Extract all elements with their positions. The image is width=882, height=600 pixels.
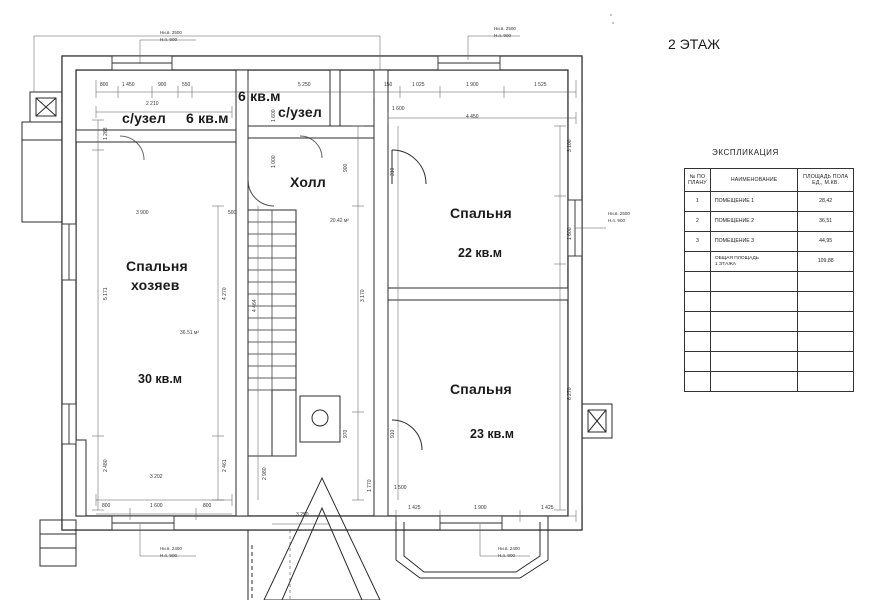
dim-h-0: 800 xyxy=(100,82,109,88)
room-label-hall: Холл xyxy=(290,174,326,190)
note-0: Ни.в. 2500 xyxy=(160,30,182,35)
dim-h-9: 150 xyxy=(384,82,393,88)
dim-v-1: 1 000 xyxy=(271,155,277,168)
room-area-bedroom-top: 22 кв.м xyxy=(458,246,503,260)
dim-v-16: 970 xyxy=(343,429,349,438)
dim-v-13: 2 461 xyxy=(222,459,228,472)
table-header-row xyxy=(685,169,854,192)
total-area: 109,88 xyxy=(798,252,854,272)
table-row-empty xyxy=(685,352,854,372)
speck-mark xyxy=(612,22,614,24)
dim-v-10: 4 464 xyxy=(252,299,258,312)
row-area: 28,42 xyxy=(798,192,854,212)
dim-h-15: 800 xyxy=(102,503,111,509)
table-row xyxy=(685,232,854,252)
room-label-wc-2: с/узел xyxy=(278,104,322,120)
dim-v-9: 4 270 xyxy=(222,287,228,300)
table-row-empty xyxy=(685,292,854,312)
dim-v-15: 1 770 xyxy=(367,479,373,492)
dim-v-3: 900 xyxy=(343,163,349,172)
col-head-name: НАИМЕНОВАНИЕ xyxy=(710,169,797,192)
dim-v-8: 5 171 xyxy=(103,287,109,300)
room-area-master: 30 кв.м xyxy=(138,372,183,386)
row-name: ПОМЕЩЕНИЕ 3 xyxy=(710,232,797,252)
total-number xyxy=(685,252,711,272)
dim-h-13: 500 xyxy=(228,210,237,216)
dim-h-16: 1 600 xyxy=(150,503,163,509)
total-label-line1: ОБЩАЯ ПЛОЩАДЬ xyxy=(714,255,759,261)
dim-h-3: 550 xyxy=(182,82,191,88)
dim-h-19: 1 425 xyxy=(408,505,421,511)
dim-h-21: 1 425 xyxy=(541,505,554,511)
dim-v-2: 1 600 xyxy=(271,109,277,122)
dim-v-12: 2 480 xyxy=(103,459,109,472)
room-label-master-line1: Спальня xyxy=(126,258,188,274)
dim-h-22: 1 500 xyxy=(394,485,407,491)
dim-h-1: 1 450 xyxy=(122,82,135,88)
note-8: Ни.в. 2400 xyxy=(498,546,520,551)
dim-v-5: 3 100 xyxy=(567,139,573,152)
floor-title: 2 ЭТАЖ xyxy=(668,36,721,52)
row-area: 36,51 xyxy=(798,212,854,232)
table-row xyxy=(685,212,854,232)
dim-h-14: 3 202 xyxy=(150,474,163,480)
table-row-empty xyxy=(685,332,854,352)
row-number: 2 xyxy=(685,212,711,232)
room-area-wc-1: 6 кв.м xyxy=(186,110,229,126)
note-7: Н.п. 900 xyxy=(160,553,177,558)
note-5: Н.п. 900 xyxy=(608,218,625,223)
room-label-wc-1: с/узел xyxy=(122,110,166,126)
dim-h-7: 1 900 xyxy=(466,82,479,88)
explication-title: ЭКСПЛИКАЦИЯ xyxy=(712,148,779,157)
table-row-empty xyxy=(685,312,854,332)
row-area: 44,95 xyxy=(798,232,854,252)
room-label-master-line2: хозяев xyxy=(131,277,180,293)
col-head-area-line1: ПЛОЩАДЬ ПОЛА xyxy=(803,173,849,180)
dim-v-14: 2 980 xyxy=(262,467,268,480)
speck-mark xyxy=(610,14,612,16)
dim-h-20: 1 900 xyxy=(474,505,487,511)
row-name: ПОМЕЩЕНИЕ 1 xyxy=(710,192,797,212)
note-6: Ни.в. 2400 xyxy=(160,546,182,551)
dim-v-6: 1 600 xyxy=(567,227,573,240)
table-row-empty xyxy=(685,272,854,292)
room-label-bedroom-bottom: Спальня xyxy=(450,381,512,397)
note-2: Ни.в. 2500 xyxy=(494,26,516,31)
dim-h-2: 900 xyxy=(158,82,167,88)
dim-h-12: 3 900 xyxy=(136,210,149,216)
dim-h-10: 1 600 xyxy=(392,106,405,112)
room-area-wc-2: 6 кв.м xyxy=(238,88,281,104)
dim-v-17: 910 xyxy=(390,429,396,438)
row-name: ПОМЕЩЕНИЕ 2 xyxy=(710,212,797,232)
dim-v-4: 310 xyxy=(390,167,396,176)
table-row xyxy=(685,192,854,212)
room-area-bedroom-bottom: 23 кв.м xyxy=(470,427,515,441)
dim-h-8: 1 525 xyxy=(534,82,547,88)
total-label-line2: 1 ЭТАЖА xyxy=(714,261,736,267)
room-label-bedroom-top: Спальня xyxy=(450,205,512,221)
note-3: Н.п. 900 xyxy=(494,33,511,38)
dim-h-6: 1 025 xyxy=(412,82,425,88)
dim-h-17: 800 xyxy=(203,503,212,509)
note-1: Н.п. 900 xyxy=(160,37,177,42)
table-row-empty xyxy=(685,372,854,392)
dim-h-11: 4 450 xyxy=(466,114,479,120)
dim-h-18: 3 250 xyxy=(296,512,309,518)
dim-v-7: 6 270 xyxy=(567,387,573,400)
dim-h-5: 5 250 xyxy=(298,82,311,88)
total-label xyxy=(710,252,797,272)
col-head-number-line2: ПЛАНУ xyxy=(688,180,707,186)
area-mark-master: 36.51 м² xyxy=(180,330,200,336)
row-number: 1 xyxy=(685,192,711,212)
note-4: Ни.в. 2500 xyxy=(608,211,630,216)
row-number: 3 xyxy=(685,232,711,252)
col-head-number-line1: № ПО xyxy=(689,173,706,180)
area-mark-hall: 20.42 м² xyxy=(330,218,350,224)
dim-v-11: 3 170 xyxy=(360,289,366,302)
note-9: Н.п. 900 xyxy=(498,553,515,558)
dim-h-4: 2 210 xyxy=(146,101,159,107)
table-row-total xyxy=(685,252,854,272)
col-head-area xyxy=(798,169,854,192)
explication-table xyxy=(684,168,854,392)
col-head-number xyxy=(685,169,711,192)
dim-v-0: 1 268 xyxy=(103,127,109,140)
col-head-area-line2: ЕД., М.КВ. xyxy=(812,180,840,186)
